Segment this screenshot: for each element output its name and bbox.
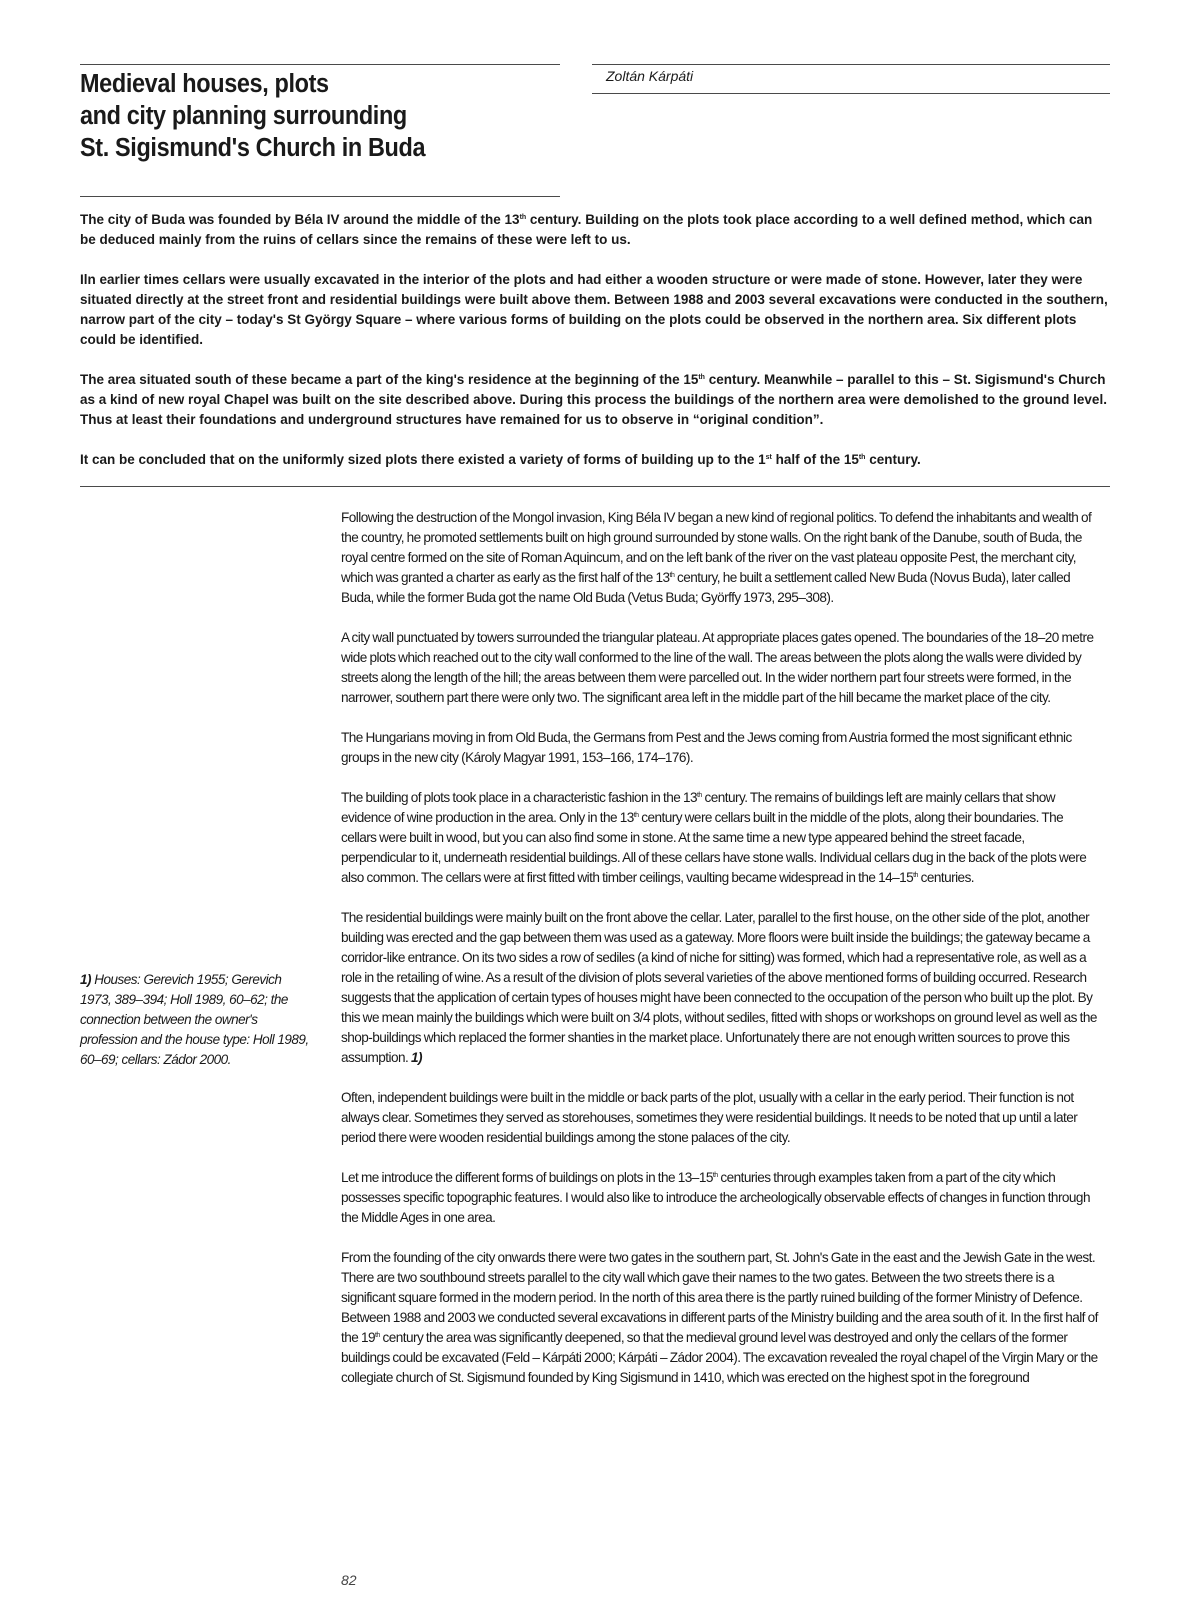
footnote-marker: 1) [80, 972, 92, 987]
body-text [341, 508, 1101, 1408]
title-underline [80, 196, 560, 197]
body-paragraph: The building of plots took place in a characteristic fashion in the 13th century. The remains of buildings left are mainly cellars that show evidence of wine production in the area. Only in the 13th century were cellars built in the middle of the plots, along their boundaries. The cellars were built in wood, but you can also find some in stone. At the same time a new type appeared behind the street facade, perpendicular to it, underneath residential buildings. All of these cellars have stone walls. Individual cellars dug in the back of the plots were also common. The cellars were at first fitted with timber ceilings, vaulting became widespread in the 14–15th centuries. [341, 790, 1087, 885]
body-paragraph: Following the destruction of the Mongol invasion, King Béla IV began a new kind of regional politics. To defend the inhabitants and wealth of the country, he promoted settlements built on high ground surrounded by stone walls. On the right bank of the Danube, south of Buda, the royal centre formed on the site of Roman Aquincum, and on the left bank of the river on the vast plateau opposite Pest, the merchant city, which was granted a charter as early as the first half of the 13th century, he built a settlement called New Buda (Novus Buda), later called Buda, while the former Buda got the name Old Buda (Vetus Buda; Györffy 1973, 295–308). [341, 510, 1092, 605]
abstract-paragraph: It can be concluded that on the uniformly sized plots there existed a variety of forms of building up to the 1st half of the 15th century. [80, 452, 921, 467]
footnote-text: Houses: Gerevich 1955; Gerevich 1973, 389–394; Holl 1989, 60–62; the connection between the owner's profession and the house type: Holl 1989, 60–69; cellars: Zádor 2000. [80, 972, 309, 1067]
abstract [80, 210, 1110, 490]
author-name: Zoltán Kárpáti [606, 68, 694, 84]
body-paragraph: Often, independent buildings were built in the middle or back parts of the plot, usually with a cellar in the early period. Their function is not always clear. Sometimes they served as storehouses, sometimes they were residential buildings. It needs to be noted that up until a later period there were wooden residential buildings among the stone palaces of the city. [341, 1090, 1078, 1145]
top-rule-right [592, 64, 1110, 65]
top-rule-left [80, 64, 560, 65]
abstract-paragraph: The city of Buda was founded by Béla IV around the middle of the 13th century. Building on the plots took place according to a well defined method, which can be deduced mainly from the ruins of cellars since the remains of these were left to us. [80, 212, 1093, 247]
page-number: 82 [341, 1572, 357, 1588]
footnote-reference[interactable]: 1) [410, 1050, 422, 1065]
sidenote [80, 970, 310, 1070]
title-line: Medieval houses, plots [80, 70, 329, 98]
body-paragraph: From the founding of the city onwards there were two gates in the southern part, St. John's Gate in the east and the Jewish Gate in the west. There are two southbound streets parallel to the city wall which gave their names to the two gates. Between the two streets there is a significant square formed in the modern period. In the north of this area there is the partly ruined building of the former Ministry of Defence. Between 1988 and 2003 we conducted several excavations in different parts of the Ministry building and the area south of it. In the first half of the 19th century the area was significantly deepened, so that the medieval ground level was destroyed and only the cellars of the former buildings could be excavated (Feld – Kárpáti 2000; Kárpáti – Zádor 2004). The excavation revealed the royal chapel of the Virgin Mary or the collegiate church of St. Sigismund founded by King Sigismund in 1410, which was erected on the highest spot in the foreground [341, 1250, 1098, 1385]
abstract-paragraph: The area situated south of these became a part of the king's residence at the beginning of the 15th century. Meanwhile – parallel to this – St. Sigismund's Church as a kind of new royal Chapel was built on the site described above. During this process the buildings of the northern area were demolished to the ground level. Thus at least their foundations and underground structures have remained for us to observe in “original condition”. [80, 372, 1107, 427]
page-title [80, 68, 476, 164]
title-line: St. Sigismund's Church in Buda [80, 134, 426, 162]
title-line: and city planning surrounding [80, 102, 407, 130]
abstract-paragraph: Iln earlier times cellars were usually excavated in the interior of the plots and had either a wooden structure or were made of stone. However, later they were situated directly at the street front and residential buildings were built above them. Between 1988 and 2003 several excavations were conducted in the southern, narrow part of the city – today's St György Square – where various forms of building on the plots could be observed in the northern area. Six different plots could be identified. [80, 272, 1108, 347]
author-underline [592, 93, 1110, 94]
body-paragraph: The Hungarians moving in from Old Buda, the Germans from Pest and the Jews coming from Austria formed the most significant ethnic groups in the new city (Károly Magyar 1991, 153–166, 174–176). [341, 730, 1072, 765]
body-paragraph: Let me introduce the different forms of buildings on plots in the 13–15th centuries through examples taken from a part of the city which possesses specific topographic features. I would also like to introduce the archeologically observable effects of changes in function through the Middle Ages in one area. [341, 1170, 1090, 1225]
body-paragraph: The residential buildings were mainly built on the front above the cellar. Later, parallel to the first house, on the other side of the plot, another building was erected and the gap between them was used as a gateway. More floors were built inside the buildings; the gateway became a corridor-like entrance. On its two sides a row of sediles (a kind of niche for sitting) was formed, which had a representative role, as well as a role in the retailing of wine. As a result of the division of plots several varieties of the above mentioned forms of building occurred. Research suggests that the application of certain types of houses might have been connected to the occupation of the person who built up the plot. By this we mean mainly the buildings which were built on 3/4 plots, without sediles, fitted with shops or workshops on ground level as well as the shop-buildings which replaced the former shanties in the market place. Unfortunately there are not enough written sources to prove this assumption. 1) [341, 910, 1097, 1065]
body-paragraph: A city wall punctuated by towers surrounded the triangular plateau. At appropriate places gates opened. The boundaries of the 18–20 metre wide plots which reached out to the city wall conformed to the line of the wall. The areas between the plots along the walls were divided by streets along the length of the hill; the areas between them were parcelled out. In the wider northern part four streets were formed, in the narrower, southern part there were only two. The significant area left in the middle part of the hill became the market place of the city. [341, 630, 1094, 705]
